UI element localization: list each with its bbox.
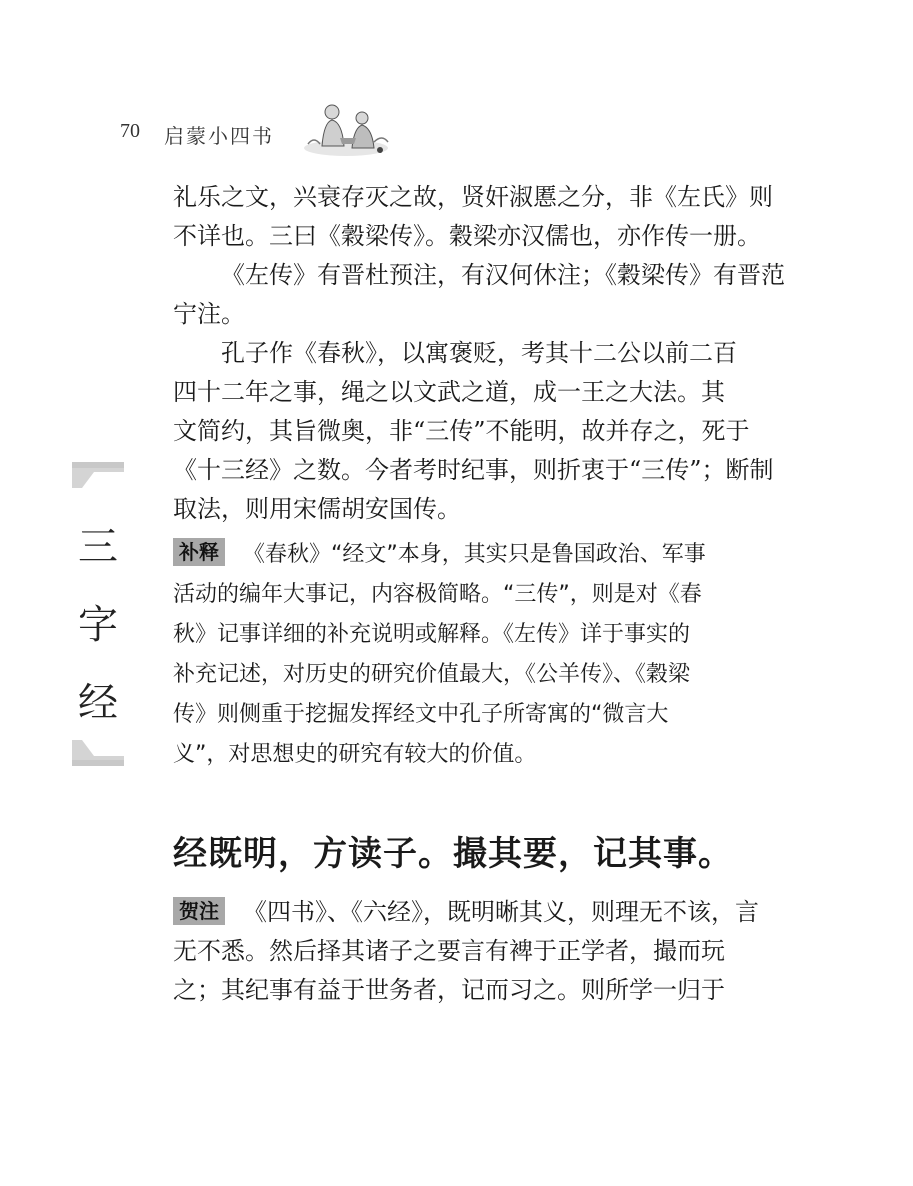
side-title-char: 三 [78,524,118,570]
commentary-section [173,893,759,1010]
bracket-bottom-ornament [72,740,124,766]
side-title-char: 经 [78,680,118,726]
verse-heading: 经既明，方读子。撮其要，记其事。 [173,834,733,874]
scholars-illustration-icon [300,98,392,158]
commentary-line: 之；其纪事有益于世务者，记而习之。则所学一归于 [173,976,725,1004]
supplement-line: 补充记述，对历史的研究价值最大，《公羊传》、《穀梁 [173,662,691,687]
page-number: 70 [120,120,140,142]
supplement-line: 秋》记事详细的补充说明或解释。《左传》详于事实的 [173,622,691,647]
text-line: 不详也。三曰《穀梁传》。穀梁亦汉儒也，亦作传一册。 [173,222,761,250]
side-title [72,508,124,742]
commentary-line: 无不悉。然后择其诸子之要言有裨于正学者，撮而玩 [173,937,725,965]
bracket-top-ornament [72,462,124,488]
supplement-line: 传》则侧重于挖掘发挥经文中孔子所寄寓的“微言大 [173,702,669,727]
chapter-sidebar [72,462,124,768]
text-line: 《左传》有晋杜预注，有汉何休注；《穀梁传》有晋范 [221,261,785,289]
commentary-text: 《四书》、《六经》，既明晰其义，则理无不该，言 [243,898,759,926]
commentary-badge: 贺注 [173,897,225,925]
supplement-badge: 补释 [173,538,225,566]
commentary-line [173,893,759,932]
side-title-char: 字 [78,602,118,648]
text-line: 孔子作《春秋》，以寓褒贬，考其十二公以前二百 [221,339,737,367]
text-line: 文简约，其旨微奥，非“三传”不能明，故并存之，死于 [173,417,750,445]
text-line: 四十二年之事，绳之以文武之道，成一王之大法。其 [173,378,725,406]
supplement-line: 活动的编年大事记，内容极简略。“三传”，则是对《春 [173,582,702,607]
supplement-section [173,535,745,775]
body-text [173,178,785,529]
text-line: 《十三经》之数。今者考时纪事，则折衷于“三传”；断制 [173,456,774,484]
supplement-line: 义”，对思想史的研究有较大的价值。 [173,742,537,767]
text-line: 取法，则用宋儒胡安国传。 [173,495,461,523]
supplement-text: 《春秋》“经文”本身，其实只是鲁国政治、军事 [243,542,706,567]
supplement-line [173,535,745,575]
text-line: 礼乐之文，兴衰存灭之故，贤奸淑慝之分，非《左氏》则 [173,183,773,211]
book-title: 启蒙小四书 [164,124,274,148]
text-line: 宁注。 [173,300,245,328]
